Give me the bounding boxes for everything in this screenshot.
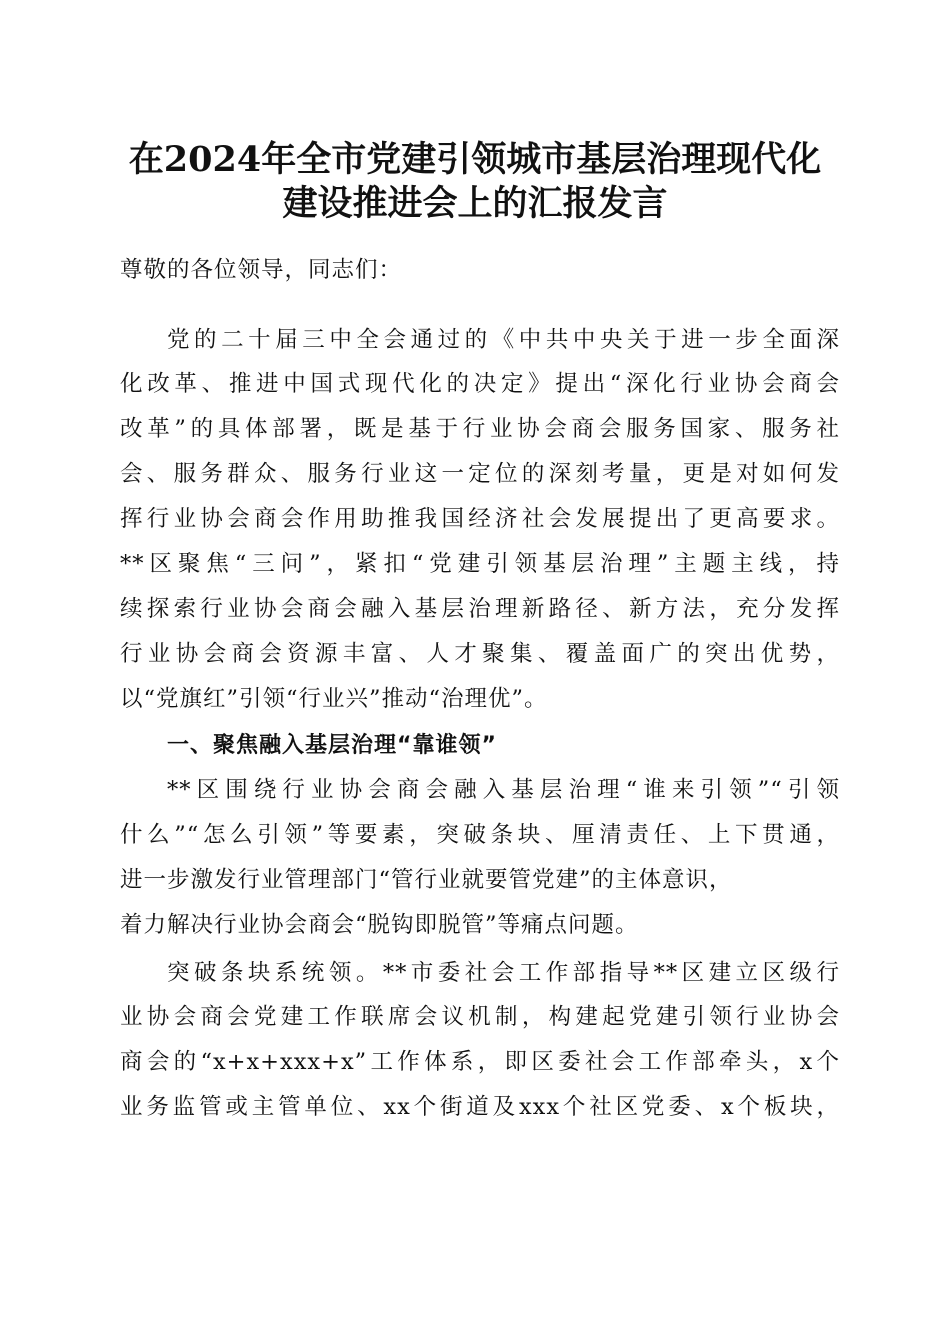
para1-line: 以“党旗红”引领“行业兴”推动“治理优”。 <box>120 686 548 712</box>
title-line-1: 在2024年全市党建引领城市基层治理现代化 <box>128 139 822 180</box>
section-heading: 一、聚焦融入基层治理“靠谁领” <box>167 733 497 758</box>
para2-line: 着力解决行业协会商会“脱钩即脱管”等痛点问题。 <box>120 912 639 938</box>
para1-line: 党的二十届三中全会通过的《中共中央关于进一步全面深 <box>167 327 840 353</box>
document-title <box>80 138 870 226</box>
para3-line: 业协会商会党建工作联席会议机制，构建起党建引领行业协会 <box>120 1004 840 1030</box>
para2-line: **区围绕行业协会商会融入基层治理“谁来引领”“引领 <box>167 777 840 803</box>
para1-line: 续探索行业协会商会融入基层治理新路径、新方法，充分发挥 <box>120 596 840 622</box>
para1-line: 挥行业协会商会作用助推我国经济社会发展提出了更高要求。 <box>120 506 840 532</box>
para1-line: 改革”的具体部署，既是基于行业协会商会服务国家、服务社 <box>120 416 840 442</box>
para1-line: 行业协会商会资源丰富、人才聚集、覆盖面广的突出优势， <box>120 641 840 667</box>
para1-line: **区聚焦“三问”，紧扣“党建引领基层治理”主题主线，持 <box>120 551 840 577</box>
para3-line: 业务监管或主管单位、xx个街道及xxx个社区党委、x个板块， <box>120 1094 840 1120</box>
para1-line: 会、服务群众、服务行业这一定位的深刻考量，更是对如何发 <box>120 461 840 487</box>
para2-line: 什么”“怎么引领”等要素，突破条块、厘清责任、上下贯通， <box>120 822 840 848</box>
salutation: 尊敬的各位领导，同志们： <box>120 257 403 283</box>
para3-line: 突破条块系统领。**市委社会工作部指导**区建立区级行 <box>167 960 840 986</box>
para2-line: 进一步激发行业管理部门“管行业就要管党建”的主体意识， <box>120 867 733 893</box>
para1-line: 化改革、推进中国式现代化的决定》提出“深化行业协会商会 <box>120 371 840 397</box>
title-line-2: 建设推进会上的汇报发言 <box>282 183 668 224</box>
para3-line: 商会的“x+x+xxx+x”工作体系，即区委社会工作部牵头，x个 <box>120 1049 840 1075</box>
